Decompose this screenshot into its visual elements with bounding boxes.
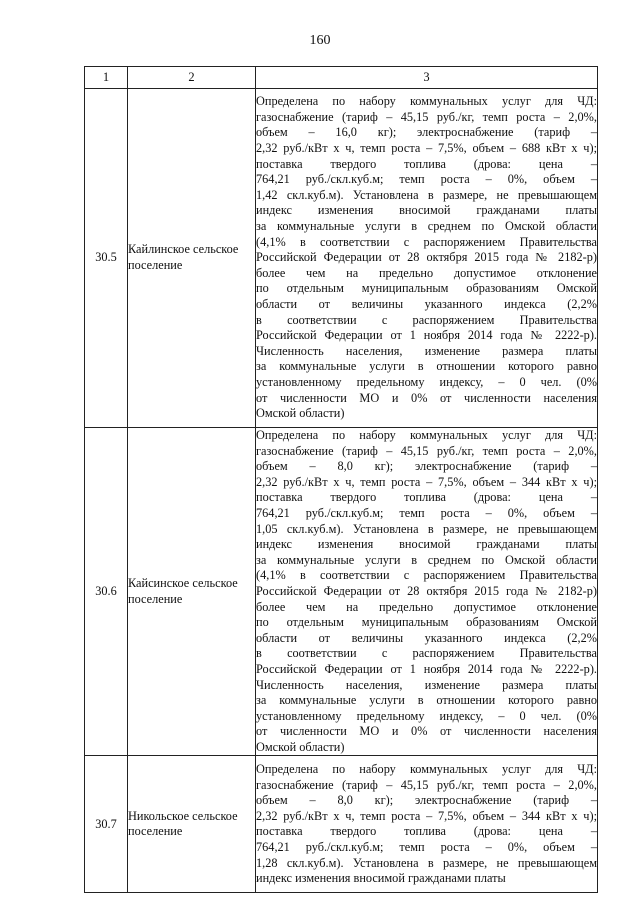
description-line: газоснабжение (тариф – 45,15 руб./кг, темп роста – 2,0%,	[256, 443, 597, 458]
municipal-table	[84, 66, 598, 893]
description-line: Российской Федерации от 28 октября 2015 года № 2182-р)	[256, 583, 597, 598]
description-line: установленному предельному индексу, – 0 чел. (0%	[256, 374, 597, 389]
description-line: от численности МО и 0% от численности населения	[256, 724, 597, 739]
description-line: от численности МО и 0% от численности населения	[256, 390, 597, 405]
description-line: поставка твердого топлива (дрова: цена –	[256, 156, 597, 171]
row-description	[256, 428, 598, 756]
description-line: индекс изменения вносимой гражданами платы	[256, 871, 506, 886]
description-line: Омской области)	[256, 406, 345, 421]
description-line: Омской области)	[256, 739, 345, 754]
description-line: Российской Федерации от 28 октября 2015 года № 2182-р)	[256, 250, 597, 265]
description-line: объем – 8,0 кг); электроснабжение (тариф –	[256, 793, 597, 808]
description-line: за коммунальные услуги в отношении которого равно	[256, 359, 597, 374]
description-line: 764,21 руб./скл.куб.м; темп роста – 0%, объем –	[256, 172, 597, 187]
description-line: более чем на предельно допустимое отклонение	[256, 265, 597, 280]
description-line: поставка твердого топлива (дрова: цена –	[256, 824, 597, 839]
settlement-name: Никольское сельское поселение	[128, 756, 256, 893]
description-line: Определена по набору коммунальных услуг для ЧД:	[256, 94, 597, 109]
column-header-3: 3	[256, 67, 598, 89]
description-line: Российской Федерации от 1 ноября 2014 года № 2222-р).	[256, 661, 597, 676]
description-line: (4,1% в соответствии с распоряжением Правительства	[256, 568, 597, 583]
description-line: за коммунальные услуги в отношении которого равно	[256, 693, 597, 708]
description-line: 2,32 руб./кВт х ч, темп роста – 7,5%, объем – 344 кВт х ч);	[256, 474, 597, 489]
description-line: Определена по набору коммунальных услуг для ЧД:	[256, 762, 597, 777]
description-line: за коммунальные услуги в среднем по Омской области	[256, 219, 597, 234]
description-line: газоснабжение (тариф – 45,15 руб./кг, темп роста – 2,0%,	[256, 777, 597, 792]
description-line: Численность населения, изменение размера платы	[256, 677, 597, 692]
description-line: области от величины указанного индекса (2,2%	[256, 630, 597, 645]
description-line: индекс изменения вносимой гражданами платы	[256, 203, 597, 218]
description-line: 764,21 руб./скл.куб.м; темп роста – 0%, объем –	[256, 840, 597, 855]
table-row	[85, 89, 598, 428]
table-row	[85, 756, 598, 893]
description-line: установленному предельному индексу, – 0 чел. (0%	[256, 708, 597, 723]
row-description	[256, 756, 598, 893]
table-row	[85, 428, 598, 756]
description-line: объем – 8,0 кг); электроснабжение (тариф –	[256, 459, 597, 474]
description-line: 1,42 скл.куб.м). Установлена в размере, не превышающем	[256, 187, 597, 202]
description-line: в соответствии с распоряжением Правительства	[256, 646, 597, 661]
description-line: за коммунальные услуги в среднем по Омской области	[256, 552, 597, 567]
row-number: 30.5	[85, 89, 128, 428]
description-line: 1,28 скл.куб.м). Установлена в размере, не превышающем	[256, 855, 597, 870]
description-line: Определена по набору коммунальных услуг для ЧД:	[256, 428, 597, 442]
page-number: 160	[309, 33, 331, 48]
description-line: (4,1% в соответствии с распоряжением Правительства	[256, 234, 597, 249]
table-header-row	[85, 67, 598, 89]
description-line: 2,32 руб./кВт х ч, темп роста – 7,5%, объем – 688 кВт х ч);	[256, 141, 597, 156]
description-line: в соответствии с распоряжением Правительства	[256, 312, 597, 327]
description-line: по отдельным муниципальным образованиям Омской	[256, 281, 597, 296]
description-line: поставка твердого топлива (дрова: цена –	[256, 490, 597, 505]
description-line: 2,32 руб./кВт х ч, темп роста – 7,5%, объем – 344 кВт х ч);	[256, 808, 597, 823]
row-number: 30.6	[85, 428, 128, 756]
description-line: газоснабжение (тариф – 45,15 руб./кг, темп роста – 2,0%,	[256, 109, 597, 124]
row-number: 30.7	[85, 756, 128, 893]
description-line: Численность населения, изменение размера платы	[256, 343, 597, 358]
settlement-name: Кайлинское сельское поселение	[128, 89, 256, 428]
description-line: Российской Федерации от 1 ноября 2014 года № 2222-р).	[256, 328, 597, 343]
description-line: 1,05 скл.куб.м). Установлена в размере, не превышающем	[256, 521, 597, 536]
settlement-name: Кайсинское сельское поселение	[128, 428, 256, 756]
description-line: области от величины указанного индекса (2,2%	[256, 296, 597, 311]
column-header-1: 1	[85, 67, 128, 89]
description-line: индекс изменения вносимой гражданами платы	[256, 537, 597, 552]
description-line: 764,21 руб./скл.куб.м; темп роста – 0%, объем –	[256, 505, 597, 520]
description-line: объем – 16,0 кг); электроснабжение (тариф –	[256, 125, 597, 140]
description-line: по отдельным муниципальным образованиям Омской	[256, 615, 597, 630]
row-description	[256, 89, 598, 428]
column-header-2: 2	[128, 67, 256, 89]
description-line: более чем на предельно допустимое отклонение	[256, 599, 597, 614]
